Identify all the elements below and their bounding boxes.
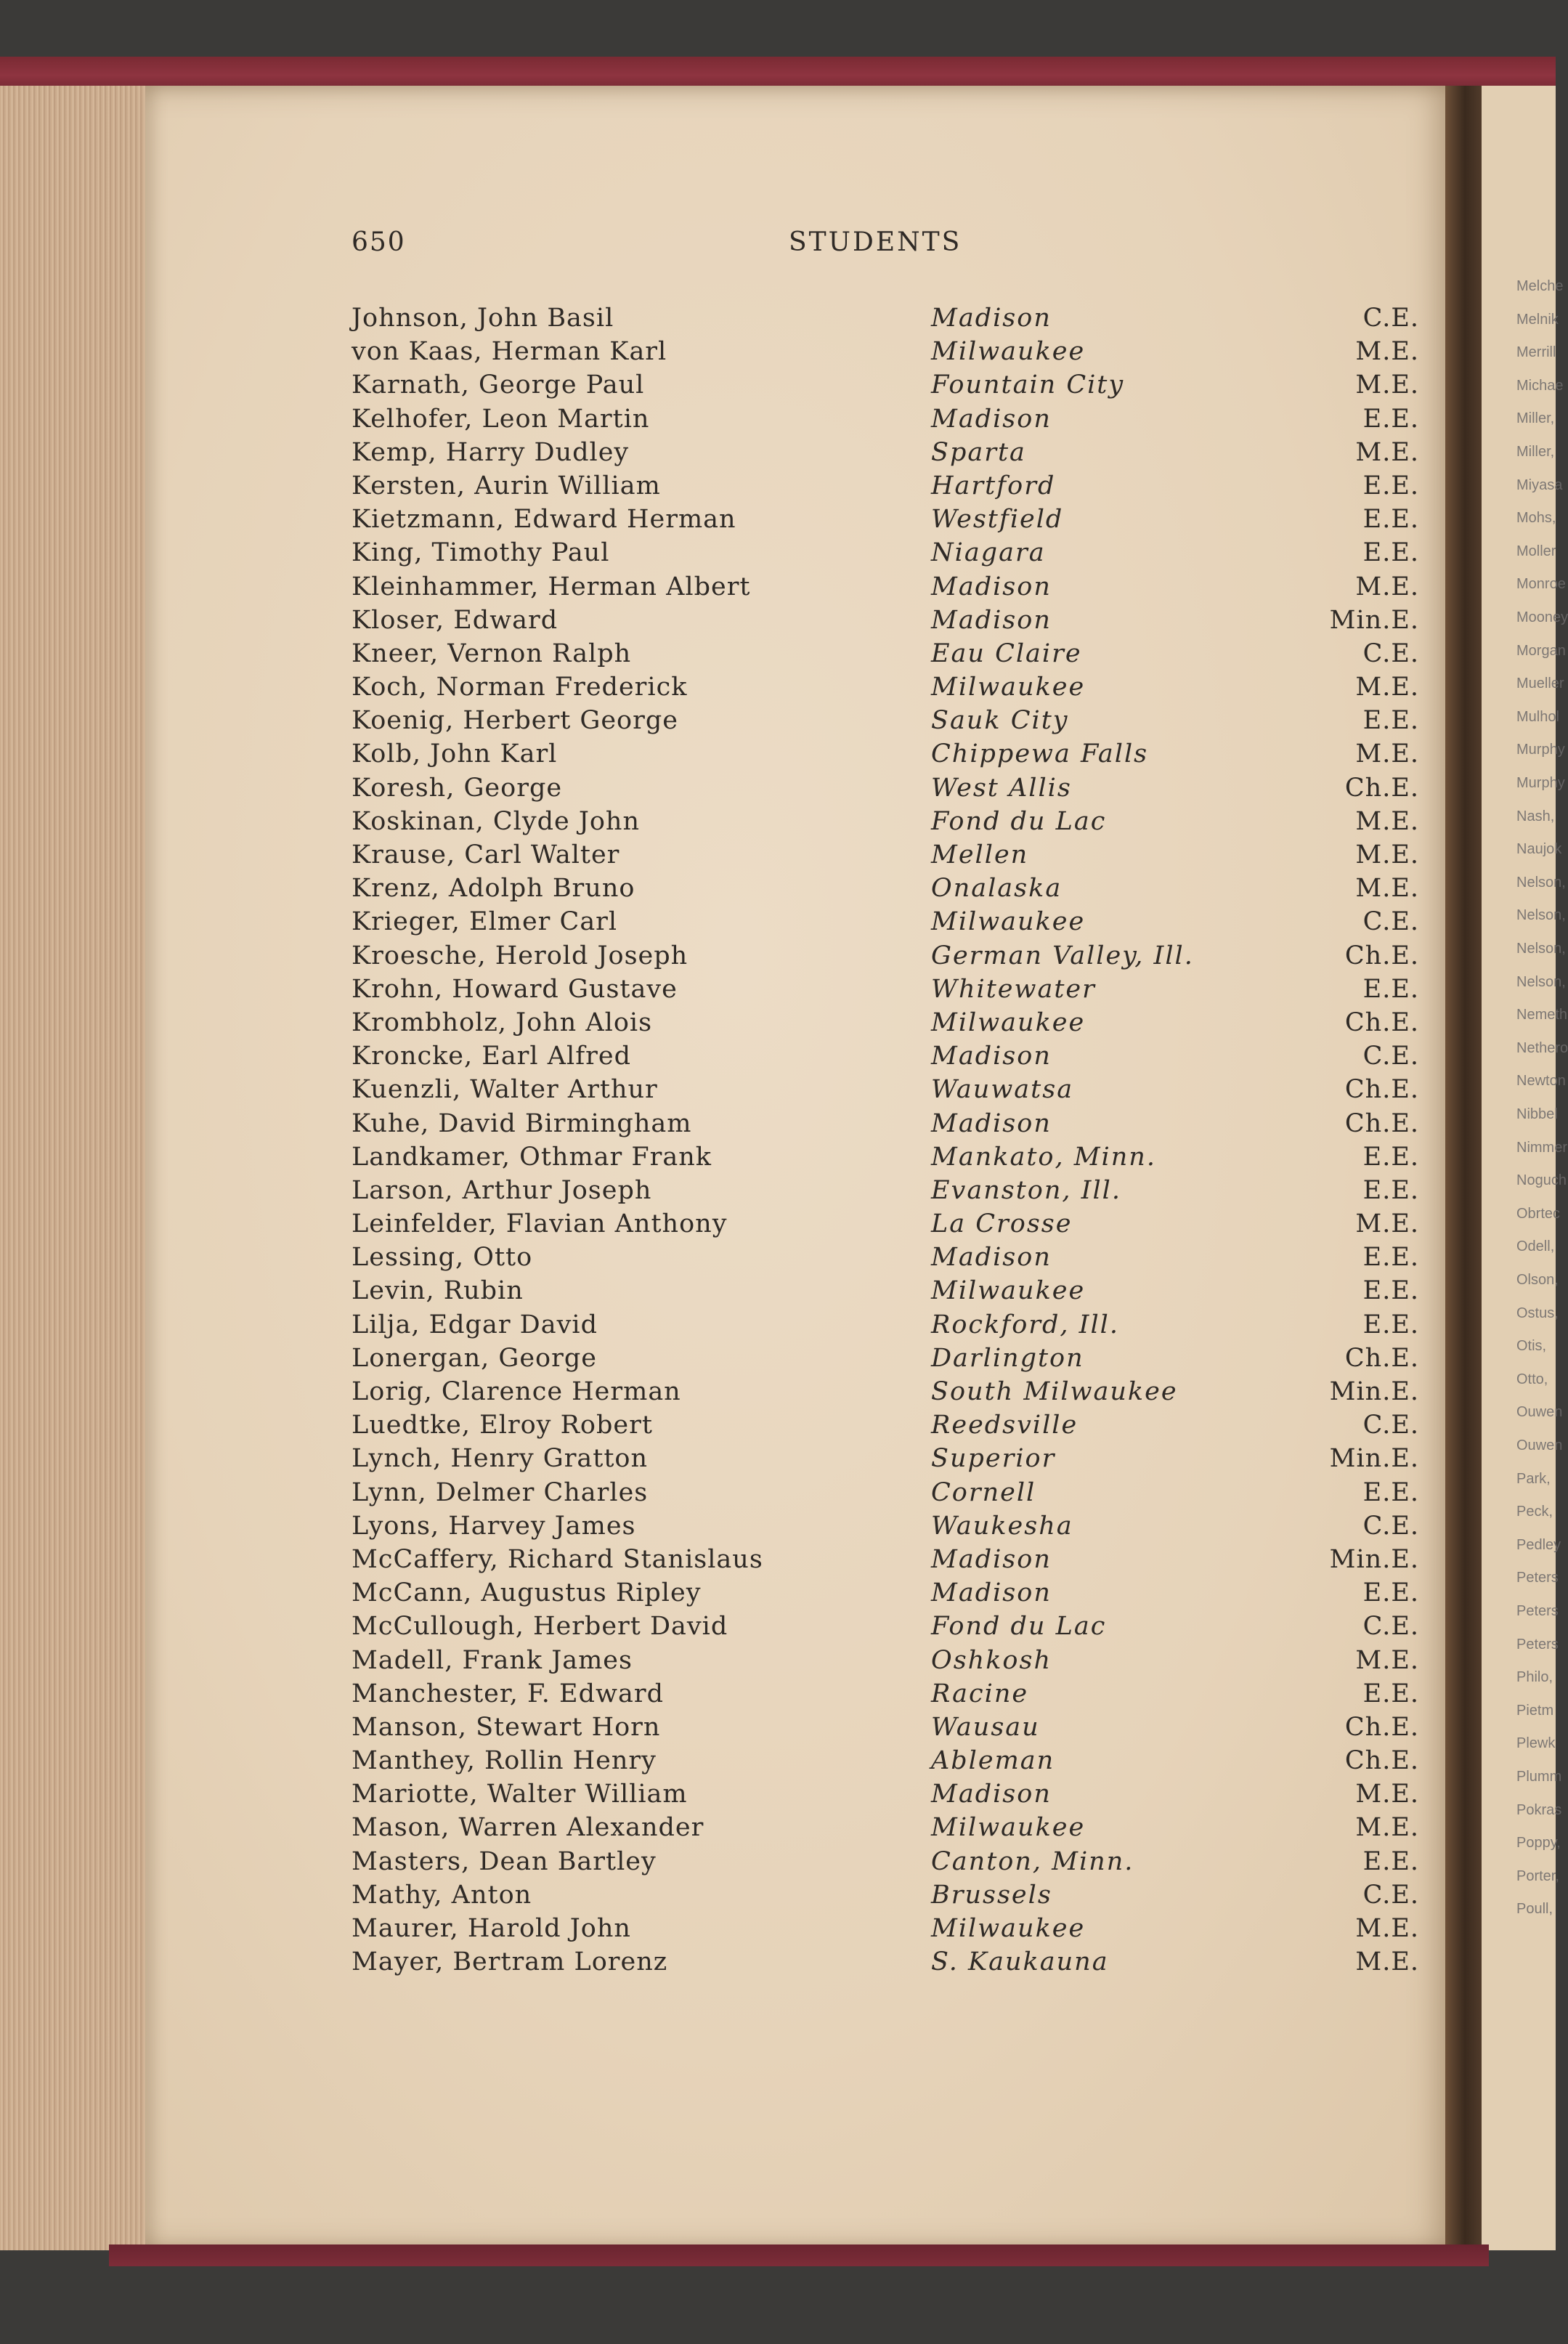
facing-page-fragment: Pietm	[1516, 1702, 1554, 1719]
student-degree: Ch.E.	[1344, 1075, 1419, 1105]
student-hometown: Madison	[931, 1108, 1052, 1138]
facing-page-fragment: Otto,	[1516, 1371, 1548, 1387]
facing-page-fragment: Nimmer	[1516, 1139, 1567, 1156]
facing-page-fragment: Ouwen	[1516, 1404, 1563, 1421]
student-row	[352, 973, 1419, 1006]
facing-page-fragment: Mooney	[1516, 609, 1568, 625]
student-row	[352, 670, 1419, 704]
student-row	[352, 1408, 1419, 1442]
student-row	[352, 1509, 1419, 1543]
student-name: Madell, Frank James	[352, 1645, 633, 1675]
student-hometown: Niagara	[931, 538, 1046, 568]
student-degree: M.E.	[1355, 437, 1419, 467]
student-hometown: Fountain City	[931, 370, 1125, 400]
student-row	[352, 1107, 1419, 1140]
facing-page-fragment: Morgan	[1516, 642, 1566, 659]
student-name: Kneer, Vernon Ralph	[352, 638, 632, 668]
page-header	[352, 227, 1419, 261]
student-row	[352, 570, 1419, 604]
student-name: Maurer, Harold John	[352, 1914, 631, 1943]
student-name: Lynch, Henry Gratton	[352, 1444, 649, 1474]
facing-page-fragment: Melnik	[1516, 311, 1559, 328]
facing-page-fragment: Olson,	[1516, 1272, 1559, 1288]
student-degree: M.E.	[1355, 572, 1419, 601]
student-degree: M.E.	[1355, 840, 1419, 869]
student-name: Kersten, Aurin William	[352, 471, 661, 500]
student-name: Krombholz, John Alois	[352, 1007, 653, 1037]
student-row	[352, 436, 1419, 469]
facing-page-fragment: Miller,	[1516, 410, 1555, 427]
student-name: Leinfelder, Flavian Anthony	[352, 1209, 728, 1239]
student-degree: M.E.	[1355, 1947, 1419, 1977]
facing-page-fragment: Ostus,	[1516, 1305, 1559, 1321]
student-name: Karnath, George Paul	[352, 370, 645, 400]
student-name: Manchester, F. Edward	[352, 1679, 664, 1708]
student-hometown: Hartford	[931, 471, 1056, 500]
student-hometown: Madison	[931, 1042, 1052, 1071]
student-hometown: Darlington	[931, 1343, 1084, 1373]
student-row	[352, 301, 1419, 335]
student-row	[352, 1777, 1419, 1811]
student-hometown: Madison	[931, 404, 1052, 434]
student-degree: M.E.	[1355, 370, 1419, 400]
student-name: Krause, Carl Walter	[352, 840, 620, 869]
student-name: Koch, Norman Frederick	[352, 673, 688, 702]
student-degree: E.E.	[1362, 974, 1419, 1004]
facing-page-fragment: Peck,	[1516, 1504, 1553, 1520]
student-degree: E.E.	[1362, 538, 1419, 568]
student-hometown: La Crosse	[931, 1209, 1073, 1239]
student-degree: E.E.	[1362, 505, 1419, 535]
student-hometown: Madison	[931, 1243, 1052, 1273]
facing-page-fragment: Poull,	[1516, 1901, 1553, 1918]
student-row	[352, 536, 1419, 569]
student-row	[352, 335, 1419, 368]
student-degree: E.E.	[1362, 1477, 1419, 1507]
student-row	[352, 1543, 1419, 1576]
page-title: STUDENTS	[789, 227, 962, 257]
student-hometown: Onalaska	[931, 874, 1063, 904]
student-name: McCaffery, Richard Stanislaus	[352, 1544, 763, 1574]
student-hometown: Sauk City	[931, 706, 1069, 736]
student-row	[352, 1744, 1419, 1777]
student-degree: C.E.	[1362, 638, 1419, 668]
student-hometown: Reedsville	[931, 1411, 1078, 1440]
student-name: Lonergan, George	[352, 1343, 597, 1373]
facing-page-fragment: Miyasa	[1516, 476, 1563, 493]
student-row	[352, 1342, 1419, 1375]
student-name: Kuhe, David Birmingham	[352, 1108, 692, 1138]
student-row	[352, 1308, 1419, 1342]
student-name: Kloser, Edward	[352, 605, 558, 635]
facing-page-fragment: Peters	[1516, 1603, 1559, 1619]
student-degree: Min.E.	[1329, 1377, 1419, 1406]
student-row	[352, 1912, 1419, 1945]
student-name: Levin, Rubin	[352, 1276, 524, 1306]
student-name: Kolb, John Karl	[352, 739, 558, 769]
student-degree: E.E.	[1362, 404, 1419, 434]
student-degree: M.E.	[1355, 1209, 1419, 1239]
student-degree: E.E.	[1362, 1276, 1419, 1306]
student-degree: Min.E.	[1329, 605, 1419, 635]
student-name: Kelhofer, Leon Martin	[352, 404, 650, 434]
facing-page-fragment: Mueller	[1516, 676, 1564, 692]
student-degree: M.E.	[1355, 874, 1419, 904]
student-hometown: German Valley, Ill.	[931, 941, 1194, 970]
facing-page-fragment: Melche	[1516, 278, 1564, 294]
student-degree: C.E.	[1362, 1411, 1419, 1440]
student-degree: Ch.E.	[1344, 773, 1419, 803]
student-hometown: Brussels	[931, 1880, 1052, 1910]
facing-page-fragment: Peters	[1516, 1570, 1559, 1586]
student-hometown: Milwaukee	[931, 1007, 1086, 1037]
student-row	[352, 905, 1419, 938]
facing-page-fragment: Park,	[1516, 1470, 1551, 1487]
student-hometown: Madison	[931, 1780, 1052, 1809]
student-hometown: Fond du Lac	[931, 806, 1107, 836]
student-name: Landkamer, Othmar Frank	[352, 1142, 712, 1172]
student-name: Manson, Stewart Horn	[352, 1712, 661, 1742]
student-hometown: Rockford, Ill.	[931, 1310, 1119, 1339]
student-degree: E.E.	[1362, 706, 1419, 736]
student-name: Krohn, Howard Gustave	[352, 974, 678, 1004]
facing-page-fragment: Noguch	[1516, 1172, 1567, 1189]
student-degree: M.E.	[1355, 806, 1419, 836]
student-degree: M.E.	[1355, 739, 1419, 769]
student-row	[352, 1878, 1419, 1912]
student-name: McCullough, Herbert David	[352, 1612, 728, 1642]
student-name: Luedtke, Elroy Robert	[352, 1411, 653, 1440]
facing-page-fragment: Miller,	[1516, 444, 1555, 460]
student-degree: M.E.	[1355, 1813, 1419, 1843]
facing-page-fragment: Philo,	[1516, 1669, 1553, 1686]
student-hometown: Racine	[931, 1679, 1029, 1708]
student-hometown: Wausau	[931, 1712, 1040, 1742]
facing-page-fragment: Michae	[1516, 377, 1564, 394]
facing-page-fragment: Mohs,	[1516, 510, 1556, 527]
student-hometown: Fond du Lac	[931, 1612, 1107, 1642]
student-hometown: Madison	[931, 605, 1052, 635]
student-name: Lorig, Clarence Herman	[352, 1377, 681, 1406]
student-row	[352, 1140, 1419, 1174]
student-row	[352, 503, 1419, 536]
facing-page-fragment: Plumm	[1516, 1769, 1562, 1785]
student-name: Koenig, Herbert George	[352, 706, 678, 736]
student-degree: E.E.	[1362, 471, 1419, 500]
student-hometown: Milwaukee	[931, 907, 1086, 937]
student-hometown: Oshkosh	[931, 1645, 1052, 1675]
student-hometown: Mankato, Minn.	[931, 1142, 1156, 1172]
student-hometown: South Milwaukee	[931, 1377, 1178, 1406]
student-hometown: West Allis	[931, 773, 1072, 803]
student-degree: Ch.E.	[1344, 1007, 1419, 1037]
facing-page-fragment: Pedley	[1516, 1536, 1561, 1553]
student-degree: E.E.	[1362, 1175, 1419, 1205]
facing-page-fragment: Nelson,	[1516, 874, 1566, 891]
student-row	[352, 1006, 1419, 1039]
student-hometown: Westfield	[931, 505, 1064, 535]
student-row	[352, 1073, 1419, 1106]
facing-page-fragment: Nelson,	[1516, 907, 1566, 924]
student-hometown: Canton, Minn.	[931, 1846, 1134, 1876]
student-row	[352, 1476, 1419, 1509]
student-hometown: Wauwatsa	[931, 1075, 1074, 1105]
student-hometown: Waukesha	[931, 1511, 1073, 1541]
student-hometown: Superior	[931, 1444, 1056, 1474]
student-degree: E.E.	[1362, 1142, 1419, 1172]
student-name: Larson, Arthur Joseph	[352, 1175, 652, 1205]
facing-page-fragment: Moller	[1516, 543, 1556, 559]
facing-page-fragment: Monroe	[1516, 576, 1566, 593]
student-row	[352, 737, 1419, 771]
student-name: Johnson, John Basil	[352, 304, 614, 333]
student-degree: Ch.E.	[1344, 1712, 1419, 1742]
student-degree: C.E.	[1362, 1042, 1419, 1071]
facing-page-fragment: Nibbel	[1516, 1106, 1558, 1122]
facing-page-fragment: Nash,	[1516, 808, 1555, 824]
page-edges	[0, 86, 156, 2250]
student-name: Manthey, Rollin Henry	[352, 1746, 657, 1776]
student-hometown: Cornell	[931, 1477, 1036, 1507]
student-row	[352, 604, 1419, 637]
student-row	[352, 704, 1419, 737]
student-hometown: Ableman	[931, 1746, 1055, 1776]
student-name: Mason, Warren Alexander	[352, 1813, 704, 1843]
student-degree: C.E.	[1362, 1612, 1419, 1642]
student-degree: C.E.	[1362, 1880, 1419, 1910]
student-degree: M.E.	[1355, 673, 1419, 702]
student-name: Kuenzli, Walter Arthur	[352, 1075, 658, 1105]
student-hometown: Madison	[931, 572, 1052, 601]
student-degree: C.E.	[1362, 1511, 1419, 1541]
book-cover-cloth-bottom	[109, 2244, 1489, 2266]
student-degree: E.E.	[1362, 1846, 1419, 1876]
student-name: Mariotte, Walter William	[352, 1780, 688, 1809]
student-name: Kroncke, Earl Alfred	[352, 1042, 632, 1071]
facing-page-fragment: Pokras	[1516, 1801, 1562, 1818]
student-hometown: S. Kaukauna	[931, 1947, 1109, 1977]
student-row	[352, 1945, 1419, 1979]
student-hometown: Evanston, Ill.	[931, 1175, 1121, 1205]
student-row	[352, 805, 1419, 838]
student-name: Krieger, Elmer Carl	[352, 907, 618, 937]
student-degree: M.E.	[1355, 1645, 1419, 1675]
facing-page-fragment: Murphy	[1516, 775, 1565, 791]
student-row	[352, 838, 1419, 872]
student-list	[352, 301, 1419, 1979]
student-hometown: Milwaukee	[931, 673, 1086, 702]
student-hometown: Mellen	[931, 840, 1029, 869]
student-name: Koskinan, Clyde John	[352, 806, 641, 836]
student-row	[352, 469, 1419, 503]
facing-page-fragment: Nethero	[1516, 1039, 1568, 1056]
student-degree: Min.E.	[1329, 1544, 1419, 1574]
student-name: Masters, Dean Bartley	[352, 1846, 657, 1876]
student-hometown: Sparta	[931, 437, 1026, 467]
facing-page	[1482, 86, 1568, 2250]
student-degree: M.E.	[1355, 337, 1419, 367]
student-row	[352, 1375, 1419, 1408]
facing-page-fragment: Merrill	[1516, 344, 1556, 361]
facing-page-fragment: Peters	[1516, 1636, 1559, 1652]
student-name: Kemp, Harry Dudley	[352, 437, 630, 467]
student-degree: Min.E.	[1329, 1444, 1419, 1474]
student-degree: C.E.	[1362, 304, 1419, 333]
student-row	[352, 1644, 1419, 1677]
student-degree: Ch.E.	[1344, 1108, 1419, 1138]
student-hometown: Madison	[931, 1578, 1052, 1608]
student-hometown: Milwaukee	[931, 1914, 1086, 1943]
student-name: Lilja, Edgar David	[352, 1310, 598, 1339]
facing-page-fragment: Nemeth	[1516, 1007, 1568, 1023]
student-name: Kietzmann, Edward Herman	[352, 505, 736, 535]
facing-page-fragment: Odell,	[1516, 1238, 1555, 1255]
student-hometown: Madison	[931, 1544, 1052, 1574]
facing-page-fragment: Naujok	[1516, 841, 1562, 858]
student-name: Koresh, George	[352, 773, 563, 803]
facing-page-fragment: Newton	[1516, 1073, 1566, 1090]
student-row	[352, 1610, 1419, 1643]
student-row	[352, 1811, 1419, 1844]
student-row	[352, 1241, 1419, 1274]
student-hometown: Chippewa Falls	[931, 739, 1149, 769]
student-row	[352, 1274, 1419, 1307]
student-hometown: Milwaukee	[931, 1813, 1086, 1843]
facing-page-fragment: Murphy	[1516, 742, 1565, 758]
student-hometown: Madison	[931, 304, 1052, 333]
student-row	[352, 1174, 1419, 1207]
student-name: Lessing, Otto	[352, 1243, 533, 1273]
student-degree: E.E.	[1362, 1243, 1419, 1273]
student-name: Mayer, Bertram Lorenz	[352, 1947, 668, 1977]
student-row	[352, 872, 1419, 905]
student-row	[352, 1677, 1419, 1711]
student-hometown: Milwaukee	[931, 337, 1086, 367]
student-degree: M.E.	[1355, 1780, 1419, 1809]
student-name: Kleinhammer, Herman Albert	[352, 572, 751, 601]
student-degree: Ch.E.	[1344, 1343, 1419, 1373]
facing-page-fragment: Plewk	[1516, 1735, 1556, 1752]
facing-page-fragment: Porter,	[1516, 1868, 1559, 1884]
student-name: King, Timothy Paul	[352, 538, 610, 568]
student-name: Mathy, Anton	[352, 1880, 532, 1910]
facing-page-fragment: Nelson,	[1516, 973, 1566, 990]
student-row	[352, 771, 1419, 805]
student-row	[352, 1845, 1419, 1878]
student-row	[352, 402, 1419, 436]
student-degree: C.E.	[1362, 907, 1419, 937]
student-degree: E.E.	[1362, 1679, 1419, 1708]
student-row	[352, 1039, 1419, 1073]
student-degree: E.E.	[1362, 1578, 1419, 1608]
student-hometown: Eau Claire	[931, 638, 1082, 668]
student-degree: Ch.E.	[1344, 1746, 1419, 1776]
student-name: von Kaas, Herman Karl	[352, 337, 667, 367]
student-name: Kroesche, Herold Joseph	[352, 941, 688, 970]
page-number: 650	[352, 227, 406, 257]
student-degree: Ch.E.	[1344, 941, 1419, 970]
student-hometown: Milwaukee	[931, 1276, 1086, 1306]
student-name: Lynn, Delmer Charles	[352, 1477, 649, 1507]
student-degree: M.E.	[1355, 1914, 1419, 1943]
student-degree: E.E.	[1362, 1310, 1419, 1339]
student-name: Krenz, Adolph Bruno	[352, 874, 635, 904]
facing-page-fragment: Obrtec	[1516, 1205, 1561, 1222]
student-name: Lyons, Harvey James	[352, 1511, 636, 1541]
facing-page-fragment: Nelson,	[1516, 941, 1566, 957]
student-row	[352, 1711, 1419, 1744]
student-row	[352, 637, 1419, 670]
student-row	[352, 1442, 1419, 1475]
student-row	[352, 939, 1419, 973]
student-row	[352, 368, 1419, 402]
student-row	[352, 1207, 1419, 1241]
facing-page-fragment: Ouwen	[1516, 1437, 1563, 1453]
student-row	[352, 1576, 1419, 1610]
student-hometown: Whitewater	[931, 974, 1096, 1004]
student-name: McCann, Augustus Ripley	[352, 1578, 702, 1608]
facing-page-fragment: Mulhol	[1516, 708, 1559, 725]
facing-page-fragment: Otis,	[1516, 1338, 1547, 1355]
facing-page-fragment: Poppy,	[1516, 1835, 1561, 1852]
